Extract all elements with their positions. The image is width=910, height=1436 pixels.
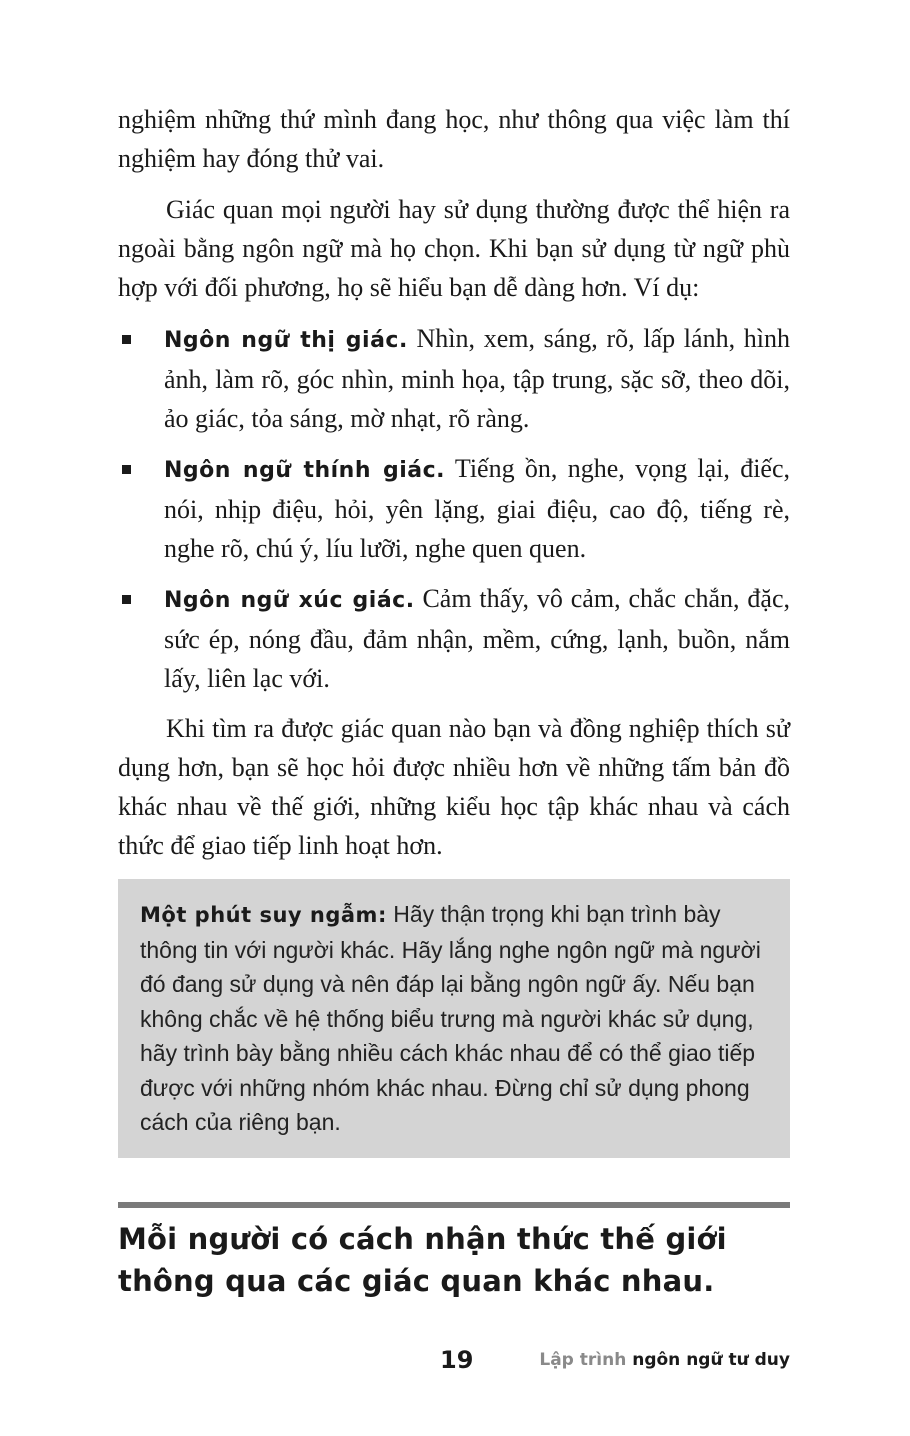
section-divider — [118, 1202, 790, 1208]
list-item-kinesthetic — [118, 579, 790, 698]
key-takeaway: Mỗi người có cách nhận thức thế giới thông qua các giác quan khác nhau. — [118, 1221, 727, 1298]
bullet-text: Cảm thấy, vô cảm, chắc chắn, đặc, sức ép, nóng đầu, đảm nhận, mềm, cứng, lạnh, buồn, nắm lấy, liên lạc với. — [164, 584, 790, 693]
note-body: Hãy thận trọng khi bạn trình bày thông tin với người khác. Hãy lắng nghe ngôn ngữ mà người đó đang sử dụng và nên đáp lại bằng ngôn ngữ ấy. Nếu bạn không chắc về hệ thống biểu trưng mà người khác sử dụng, hãy trình bày bằng nhiều cách khác nhau để có thể giao tiếp được với những nhóm khác nhau. Đừng chỉ sử dụng phong cách của riêng bạn. — [140, 901, 761, 1135]
note-text — [140, 897, 768, 1140]
bullet-term: Ngôn ngữ xúc giác. — [164, 588, 415, 613]
page-content — [118, 100, 790, 1302]
paragraph-1: nghiệm những thứ mình đang học, như thông qua việc làm thí nghiệm hay đóng thử vai. — [118, 105, 790, 173]
paragraph-2: Giác quan mọi người hay sử dụng thường được thể hiện ra ngoài bằng ngôn ngữ mà họ chọn. Khi bạn sử dụng từ ngữ phù hợp với đối phương, họ sẽ hiểu bạn dễ dàng hơn. Ví dụ: — [118, 195, 790, 302]
list-item-auditory — [118, 449, 790, 568]
square-bullet-icon — [122, 335, 131, 344]
bullet-term: Ngôn ngữ thị giác. — [164, 328, 408, 353]
square-bullet-icon — [122, 595, 131, 604]
square-bullet-icon — [122, 465, 131, 474]
running-title — [539, 1350, 790, 1370]
reflection-note-box — [118, 879, 790, 1158]
running-title-part1: Lập trình — [539, 1350, 627, 1370]
note-label: Một phút suy ngẫm: — [140, 903, 387, 927]
running-title-part2: ngôn ngữ tư duy — [626, 1350, 790, 1370]
bullet-term: Ngôn ngữ thính giác. — [164, 458, 446, 483]
bullet-text: Tiếng ồn, nghe, vọng lại, điếc, nói, nhịp điệu, hỏi, yên lặng, giai điệu, cao độ, tiếng rè, nghe rõ, chú ý, líu lưỡi, nghe quen quen. — [164, 454, 790, 563]
paragraph-3: Khi tìm ra được giác quan nào bạn và đồng nghiệp thích sử dụng hơn, bạn sẽ học hỏi được nhiều hơn về những tấm bản đồ khác nhau về thế giới, những kiểu học tập khác nhau và cách thức để giao tiếp linh hoạt hơn. — [118, 714, 790, 860]
page-number: 19 — [440, 1346, 474, 1374]
page-footer — [118, 1344, 790, 1384]
bullet-text: Nhìn, xem, sáng, rõ, lấp lánh, hình ảnh, làm rõ, góc nhìn, minh họa, tập trung, sặc sỡ, theo dõi, ảo giác, tỏa sáng, mờ nhạt, rõ ràng. — [164, 324, 790, 433]
list-item-visual — [118, 319, 790, 438]
sense-language-list — [118, 319, 790, 698]
